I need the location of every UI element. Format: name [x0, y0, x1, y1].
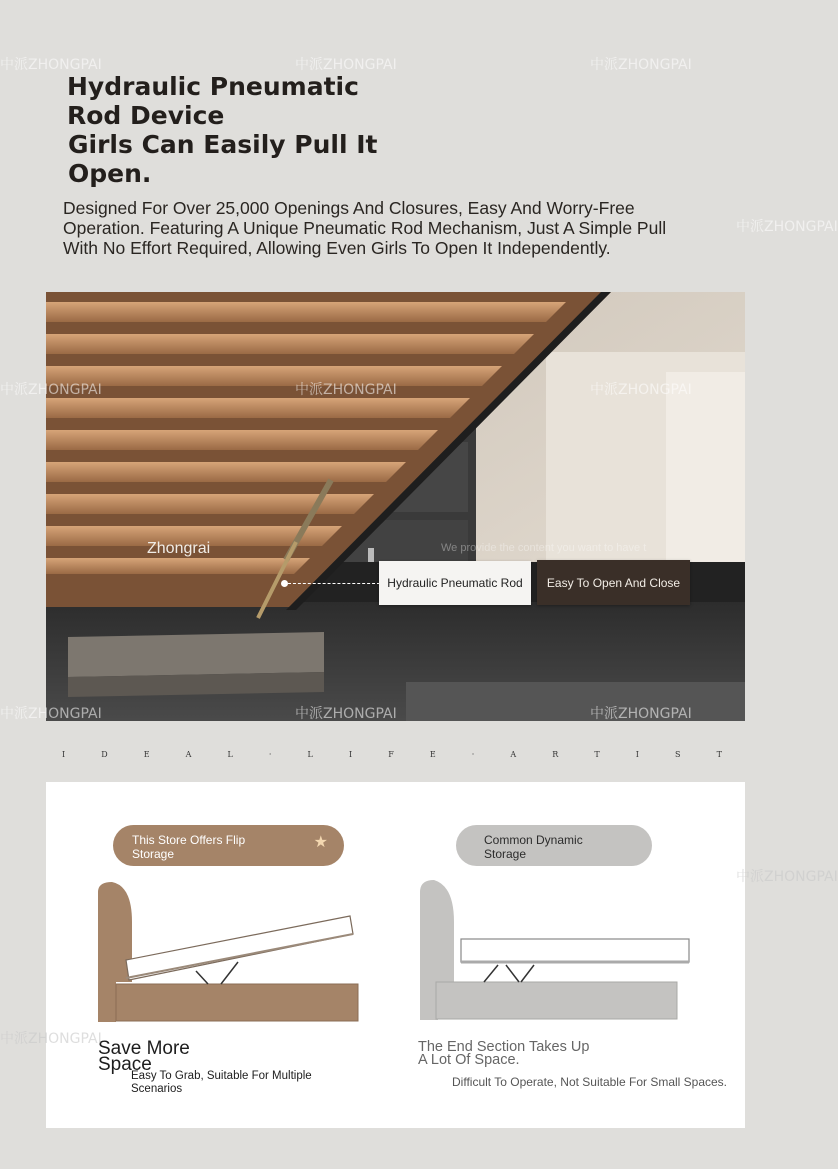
- watermark: 中派ZHONGPAI: [736, 219, 838, 235]
- left-subtitle: Easy To Grab, Suitable For Multiple Scenarios: [131, 1070, 312, 1095]
- brand-logo-text: Zhongrai: [147, 540, 211, 557]
- bed-photo-illustration: [46, 292, 745, 721]
- watermark: 中派ZHONGPAI: [0, 1031, 102, 1047]
- hotspot-dot: [281, 580, 288, 587]
- tagline-letter: ·: [268, 750, 272, 759]
- comparison-panel: [46, 782, 745, 1128]
- ghost-text: We provide the content you want to have t: [441, 542, 647, 554]
- callout-line: [288, 583, 380, 584]
- left-title: Save More Space: [98, 1038, 190, 1075]
- tagline-letter: E: [429, 750, 436, 759]
- watermark: 中派ZHONGPAI: [0, 706, 102, 722]
- tagline-letter: R: [552, 750, 559, 759]
- tagline-letter: D: [101, 750, 108, 759]
- tagline-letter: I: [635, 750, 639, 759]
- right-title: The End Section Takes Up A Lot Of Space.: [418, 1039, 590, 1068]
- product-description: Designed For Over 25,000 Openings And Closures, Easy And Worry-Free Operation. Featuring A Unique Pneumatic Rod Mechanism, Just A Simple Pull With No Effort Required, Allowing Even Girls To Open It Independently.: [63, 198, 667, 258]
- tagline-letter: S: [675, 750, 681, 759]
- flip-storage-bed-diagram: [98, 882, 358, 1022]
- watermark: 中派ZHONGPAI: [736, 869, 838, 885]
- watermark: 中派ZHONGPAI: [0, 57, 102, 73]
- title-line-1: Hydraulic Pneumatic Rod Device: [67, 72, 359, 130]
- tagline-letter: I: [348, 750, 353, 759]
- watermark: 中派ZHONGPAI: [590, 382, 692, 398]
- product-photo: [46, 292, 745, 721]
- page-title: [67, 72, 407, 188]
- tagline-letter: I: [62, 750, 66, 759]
- callout-rod-label: Hydraulic Pneumatic Rod: [379, 561, 531, 605]
- title-line-2: Girls Can Easily Pull It Open.: [68, 130, 378, 188]
- right-subtitle: Difficult To Operate, Not Suitable For Small Spaces.: [452, 1075, 728, 1089]
- tagline-letter: L: [307, 750, 313, 759]
- flip-storage-pill-label: This Store Offers Flip Storage: [132, 833, 246, 861]
- watermark: 中派ZHONGPAI: [590, 706, 692, 722]
- watermark: 中派ZHONGPAI: [295, 706, 397, 722]
- tagline-letter: F: [388, 750, 394, 759]
- tagline-letter: A: [510, 750, 517, 759]
- common-storage-pill: [456, 825, 652, 866]
- common-storage-bed-diagram: [420, 880, 689, 1020]
- tagline-letter: ·: [471, 750, 475, 759]
- tagline-letter: A: [185, 750, 192, 759]
- common-storage-pill-label: Common Dynamic Storage: [484, 833, 583, 861]
- callout-open-label: Easy To Open And Close: [537, 560, 690, 605]
- tagline: [62, 750, 722, 759]
- watermark: 中派ZHONGPAI: [295, 57, 397, 73]
- tagline-letter: L: [227, 750, 233, 759]
- tagline-letter: T: [716, 750, 722, 759]
- flip-storage-pill: [113, 825, 344, 866]
- watermark: 中派ZHONGPAI: [590, 57, 692, 73]
- tagline-letter: E: [143, 750, 150, 759]
- star-icon: ★: [313, 834, 328, 851]
- watermark: 中派ZHONGPAI: [0, 382, 102, 398]
- watermark: 中派ZHONGPAI: [295, 382, 397, 398]
- tagline-letter: T: [594, 750, 600, 759]
